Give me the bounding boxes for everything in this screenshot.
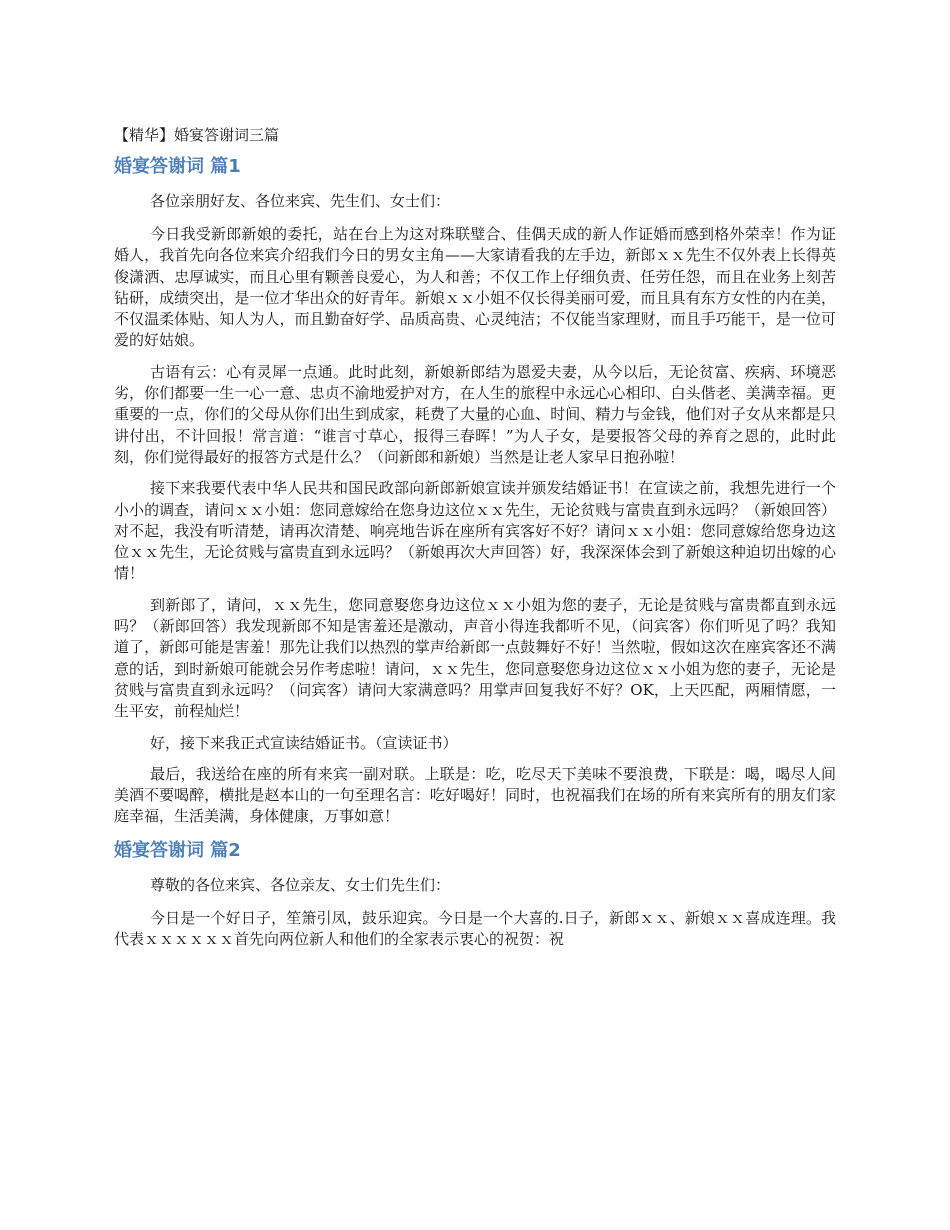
document-body — [114, 124, 836, 960]
section-heading-1: 婚宴答谢词 篇1 — [114, 156, 241, 177]
paragraph: 今日是一个好日子，笙箫引凤，鼓乐迎宾。今日是一个大喜的.日子，新郎ｘｘ、新娘ｘｘ喜成连理。我代表ｘｘｘｘｘｘ首先向两位新人和他们的全家表示衷心的祝贺：祝 — [114, 908, 836, 949]
paragraph: 古语有云：心有灵犀一点通。此时此刻，新娘新郎结为恩爱夫妻，从今以后，无论贫富、疾病、环境恶劣，你们都要一生一心一意、忠贞不渝地爱护对方，在人生的旅程中永远心心相印、白头偕老、美满幸福。更重要的一点，你们的父母从你们出生到成家，耗费了大量的心血、时间、精力与金钱，他们对子女从来都是只讲付出，不计回报！常言道：“谁言寸草心，报得三春晖！”为人子女，是要报答父母的养育之恩的，此时此刻，你们觉得最好的报答方式是什么？（问新郎和新娘）当然是让老人家早日抱孙啦！ — [114, 362, 836, 466]
paragraph: 最后，我送给在座的所有来宾一副对联。上联是：吃，吃尽天下美味不要浪费，下联是：喝，喝尽人间美酒不要喝醉，横批是赵本山的一句至理名言：吃好喝好！同时，也祝福我们在场的所有来宾所有的朋友们家庭幸福，生活美满，身体健康，万事如意！ — [114, 764, 836, 826]
greeting-1: 各位亲朋好友、各位来宾、先生们、女士们： — [150, 192, 451, 210]
paragraph: 到新郎了，请问，ｘｘ先生，您同意娶您身边这位ｘｘ小姐为您的妻子，无论是贫贱与富贵都直到永远吗？（新郎回答）我发现新郎不知是害羞还是激动，声音小得连我都听不见，（问宾客）你们听见了吗？我知道了，新郎可能是害羞！那先让我们以热烈的掌声给新郎一点鼓舞好不好！当然啦，假如这次在座宾客还不满意的话，到时新娘可能就会另作考虑啦！请问，ｘｘ先生，您同意娶您身边这位ｘｘ小姐为您的妻子，无论是贫贱与富贵直到永远吗？（问宾客）请问大家满意吗？用掌声回复我好不好？OK，上天匹配，两厢情愿，一生平安，前程灿烂！ — [114, 595, 836, 721]
paragraph: 今日我受新郎新娘的委托，站在台上为这对珠联璧合、佳偶天成的新人作证婚而感到格外荣幸！作为证婚人，我首先向各位来宾介绍我们今日的男女主角——大家请看我的左手边，新郎ｘｘ先生不仅外表上长得英俊潇洒、忠厚诚实，而且心里有颗善良爱心，为人和善；不仅工作上仔细负责、任劳任怨，而且在业务上刻苦钻研，成绩突出，是一位才华出众的好青年。新娘ｘｘ小姐不仅长得美丽可爱，而且具有东方女性的内在美，不仅温柔体贴、知人为人，而且勤奋好学、品质高贵、心灵纯洁；不仅能当家理财，而且手巧能干，是一位可爱的好姑娘。 — [114, 225, 836, 350]
section-heading-2: 婚宴答谢词 篇2 — [114, 839, 241, 861]
paragraph: 好，接下来我正式宣读结婚证书。（宣读证书） — [150, 733, 458, 752]
greeting-2: 尊敬的各位来宾、各位亲友、女士们先生们： — [150, 875, 451, 894]
document-title: 【精华】婚宴答谢词三篇 — [114, 126, 280, 144]
paragraph: 接下来我要代表中华人民共和国民政部向新郎新娘宣读并颁发结婚证书！在宣读之前，我想先进行一个小小的调查，请问ｘｘ小姐：您同意嫁给在您身边这位ｘｘ先生，无论贫贱与富贵直到永远吗？（新娘回答）对不起，我没有听清楚，请再次清楚、响亮地告诉在座所有宾客好不好？请问ｘｘ小姐：您同意嫁给您身边这位ｘｘ先生，无论贫贱与富贵直到永远吗？（新娘再次大声回答）好，我深深体会到了新娘这种迫切出嫁的心情！ — [114, 479, 836, 583]
